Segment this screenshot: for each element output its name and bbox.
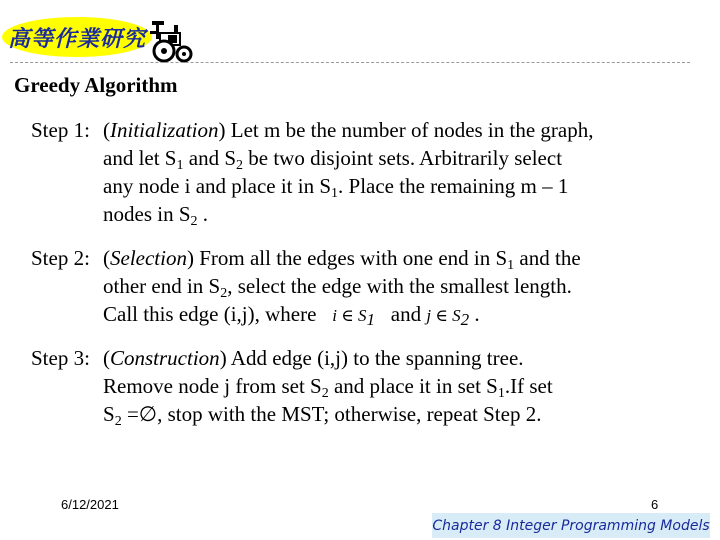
step-3-line-1: (Construction) Add edge (i,j) to the spanning tree. bbox=[103, 346, 524, 370]
step-1-line-4: nodes in $S_2$ . bbox=[103, 202, 209, 229]
step-3-line-2: Remove node j from set $S_2$ and place it in set $S_1.If$ set bbox=[103, 374, 553, 401]
step-2-line-2: other end in $S_2$, select the edge with the smallest length. bbox=[103, 274, 572, 301]
page-number: 6 bbox=[651, 497, 659, 512]
logo-text: 高等作業研究 bbox=[7, 25, 146, 52]
step-1-line-2: and let $S_1$ and $S_2$ be two disjoint sets. Arbitrarily select bbox=[103, 146, 563, 173]
step-2-line-3: Call this edge (i,j), where i ∈ $S_1$ and j ∈ $S_2$ . bbox=[103, 302, 480, 329]
page-title: Greedy Algorithm bbox=[14, 73, 178, 97]
step-3-line-3: $S_2$ =∅, stop with the MST; otherwise, repeat Step 2. bbox=[103, 402, 542, 429]
math-i-in-s1: i ∈ S bbox=[332, 306, 367, 325]
step-label: Step 3: bbox=[31, 346, 90, 370]
course-logo bbox=[0, 17, 200, 65]
math-j-in-s2: j ∈ S bbox=[426, 306, 461, 325]
step-1-line-1: (Initialization) Let m be the number of nodes in the graph, bbox=[103, 118, 594, 142]
chapter-banner: Chapter 8 Integer Programming Models bbox=[432, 513, 710, 538]
logo-badge bbox=[2, 17, 152, 57]
footer-date: 6/12/2021 bbox=[61, 497, 119, 512]
tractor-icon bbox=[146, 19, 194, 65]
step-1-line-3: any node i and place it in $S_1$. Place the remaining m – 1 bbox=[103, 174, 569, 201]
step-label: Step 2: bbox=[31, 246, 90, 270]
step-2-line-1: (Selection) From all the edges with one end in $S_1$ and the bbox=[103, 246, 581, 273]
step-label: Step 1: bbox=[31, 118, 90, 142]
header-divider bbox=[10, 62, 690, 63]
